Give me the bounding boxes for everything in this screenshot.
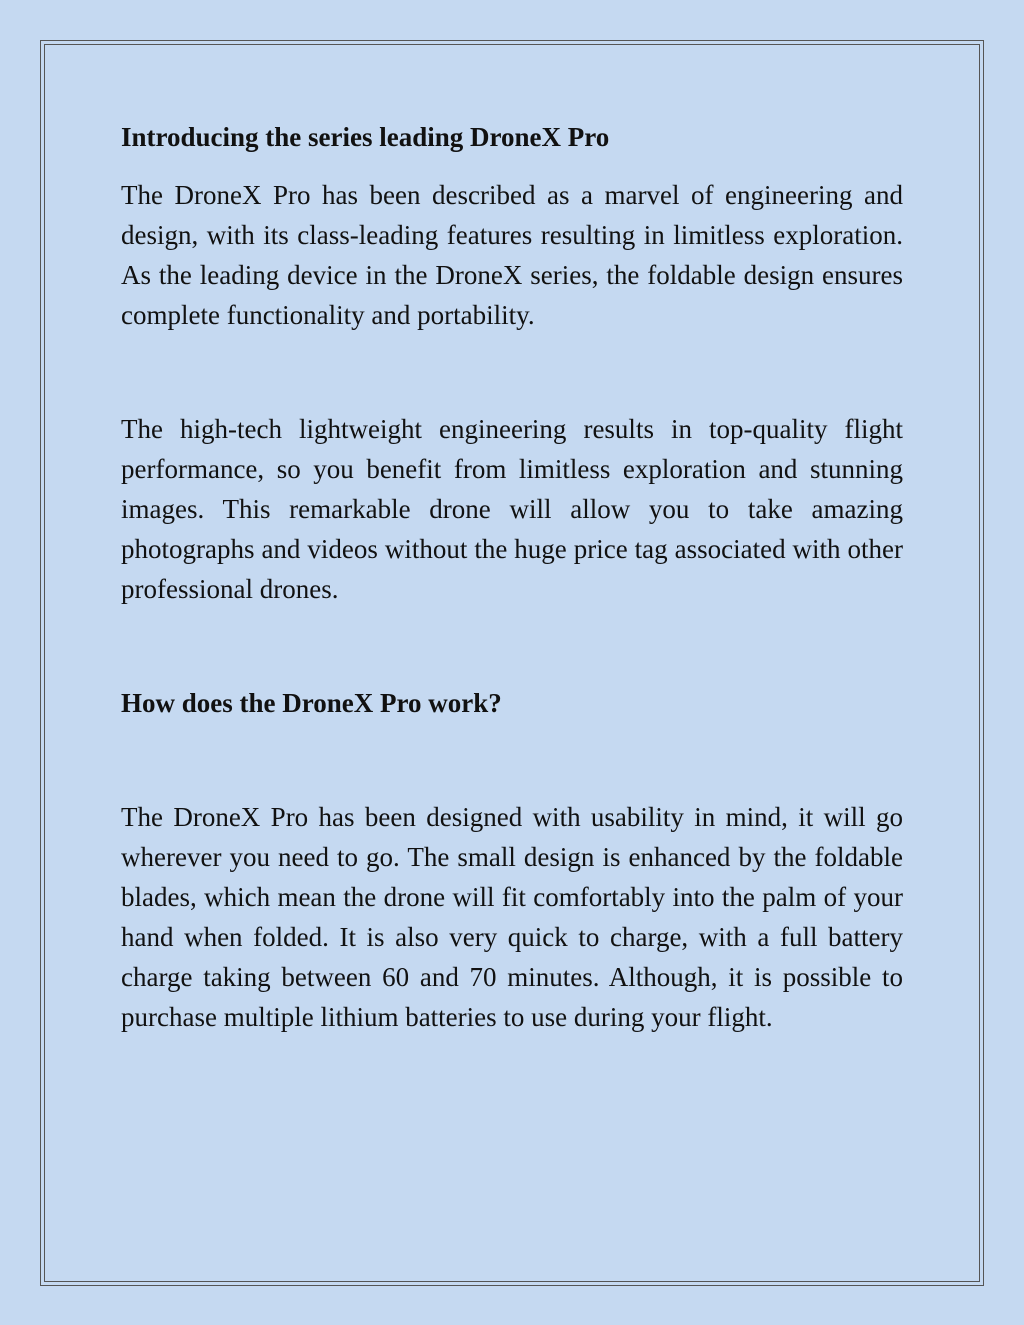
document-content — [121, 117, 903, 1037]
section-heading-introducing: Introducing the series leading DroneX Pro — [121, 122, 610, 152]
section-heading-how-it-works: How does the DroneX Pro work? — [121, 688, 502, 718]
paragraph-intro-description: The DroneX Pro has been described as a marvel of engineering and design, with its class-leading features resulting in limitless exploration. As the leading device in the DroneX series, the foldable design ensures complete functionality and portability. — [121, 180, 903, 330]
paragraph-intro-performance: The high-tech lightweight engineering results in top-quality flight performance, so you benefit from limitless exploration and stunning images. This remarkable drone will allow you to take amazing photographs and videos without the huge price tag associated with other professional drones. — [121, 414, 903, 604]
paragraph-how-it-works: The DroneX Pro has been designed with usability in mind, it will go wherever you need to go. The small design is enhanced by the foldable blades, which mean the drone will fit comfortably into the palm of your hand when folded. It is also very quick to charge, with a full battery charge taking between 60 and 70 minutes. Although, it is possible to purchase multiple lithium batteries to use during your flight. — [121, 802, 903, 1032]
